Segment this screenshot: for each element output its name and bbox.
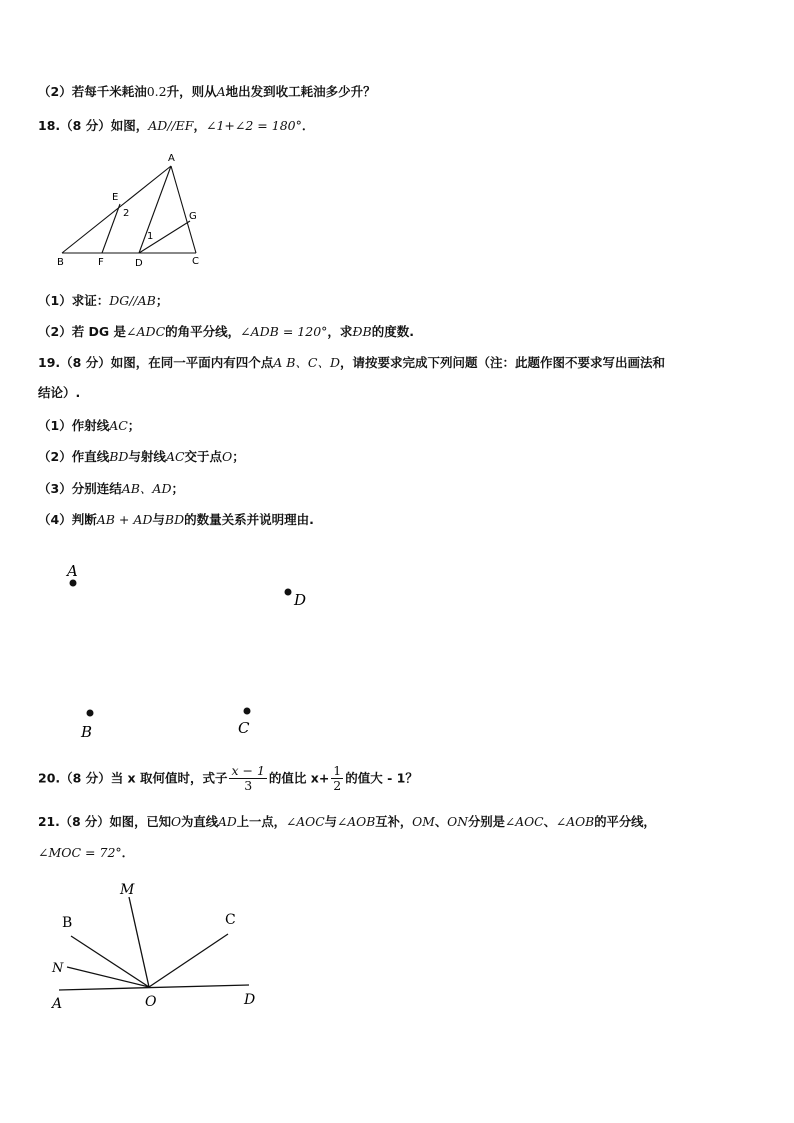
q19-step4-math-sum: AB + AD [96,512,153,527]
q21-math-ad: AD [218,815,237,829]
q21-label-m: M [120,882,135,898]
q21-text-f: 、 [434,815,448,829]
q21-math-moc: ∠MOC = 72° [38,845,122,860]
q18-label-f: F [98,257,104,268]
q19-step2-text: （2）作直线 [38,449,110,464]
q19-point-c [244,708,251,715]
q18-sub2-text-b: 的角平分线， [165,324,241,339]
q19-step4-text: （4）判断 [38,512,97,527]
q17-part2-value: 0.2 [146,84,167,99]
q19-step1-end: ； [127,418,141,433]
q19-line1-text-b: ，请按要求完成下列问题（注：此题作图不要求写出画法和 [339,355,665,370]
q20-fraction-2-denominator: 2 [333,778,342,794]
q19-point-a [70,580,77,587]
q21-angle-figure [45,880,270,1015]
q17-part2-point: A [216,84,226,99]
q19-step1-math: AC [109,418,128,433]
q18-sub2-angle-b: ÐB [352,324,372,339]
q18-sub2-text-c: ，求 [327,324,353,339]
q18-label-e: E [112,192,119,203]
q19-line2-text: 结论）. [38,385,81,400]
q19-step2 [38,447,245,465]
q21-ray-on [67,967,149,987]
q21-text-h: 、 [543,815,556,829]
q19-step4-text-c: 的数量关系并说明理由. [184,512,314,527]
q20-fraction-1 [229,764,266,794]
q19-step3-text: （3）分别连结 [38,481,122,496]
q18-segment-ac [171,166,196,253]
q19-points-figure [55,560,325,745]
q20-fraction-2 [331,764,343,794]
q21-text-d: 与 [324,815,337,829]
q18-sub1-text: （1）求证： [38,293,110,308]
q21-label-c: C [225,912,236,928]
q18-head-text: 18.（8 分）如图， [38,118,149,133]
q21-math-aob: ∠AOB [336,815,376,829]
q19-step3-end: ； [171,481,184,496]
q18-label-angle2: 2 [123,208,130,219]
q21-ray-om [129,897,149,987]
q19-line1-text: 19.（8 分）如图，在同一平面内有四个点 [38,355,274,370]
q19-line2 [38,383,80,401]
q18-label-b: B [57,257,64,268]
q19-line1-points: A B、C、D [273,355,340,370]
q19-step2-math-o: O [222,449,233,464]
q19-label-c: C [238,719,250,737]
q18-sub2 [38,322,414,340]
q18-condition-parallel: AD//EF [148,118,194,133]
q21-line2-end: ． [121,845,135,860]
q18-label-c: C [192,256,199,267]
q19-line1 [38,353,665,371]
q21-ray-ob [71,936,149,987]
q18-label-angle1: 1 [147,231,154,242]
q18-condition-angles: ∠1+∠2 = 180° [206,118,302,133]
q20-text-c: 的值大 - 1？ [345,770,418,786]
q19-point-b [87,710,94,717]
q21-label-a: A [52,996,63,1012]
q18-sub2-text-d: 的度数. [371,324,414,339]
q21-label-n: N [52,961,64,976]
q18-sub1-math: DG//AB [109,293,156,308]
q21-label-o: O [145,994,157,1010]
q20-fraction-2-numerator: 1 [333,763,342,778]
q18-separator: ， [193,118,206,133]
q19-step1-text: （1）作射线 [38,418,110,433]
q18-sub2-angle-adc: ∠ADC [126,324,166,339]
q21-label-b: B [62,915,73,931]
q18-sub1-end: ； [155,293,169,308]
q18-triangle-figure [50,148,215,270]
q19-step2-text-b: 与射线 [128,449,166,464]
q18-sub2-angle-adb: ∠ADB = 120° [240,324,328,339]
q17-part2 [38,82,376,100]
q19-label-b: B [81,723,93,741]
q18-label-a: A [168,153,175,164]
q21-text-a: 21.（8 分）如图，已知 [38,815,171,829]
q19-step2-text-c: 交于点 [184,449,223,464]
q19-step2-math-bd: BD [109,449,129,464]
q19-step2-end: ； [232,449,245,464]
q21-label-d: D [244,992,256,1008]
q20-text-b: 的值比 x+ [268,770,330,786]
q18-end: ． [301,118,315,133]
q18-sub1 [38,291,168,309]
q19-step3 [38,479,184,497]
q17-part2-text-b: 升，则从 [166,84,217,99]
q21-math-on: ON [447,815,469,829]
q19-step2-math-ac: AC [165,449,185,464]
q21-math-aoc-2: ∠AOC [504,815,544,829]
q21-text-g: 分别是 [468,815,505,829]
q17-part2-text: （2）若每千米耗油 [38,84,147,99]
q21-math-om: OM [412,815,435,829]
q18-label-g: G [189,211,197,222]
q21-math-o: O [171,815,182,829]
q21-math-aob-2: ∠AOB [555,815,595,829]
q19-step3-math: AB、AD [121,481,172,496]
q19-step4 [38,510,314,528]
q18-segment-ef [102,204,120,253]
q21-text-i: 的平分线， [594,815,656,829]
q21-line-ad [59,985,249,990]
q21-line1 [38,812,656,830]
q18-label-d: D [135,258,143,269]
q20-fraction-1-numerator: x − 1 [231,763,265,778]
q19-step1 [38,416,140,434]
q20-fraction-1-denominator: 3 [244,778,253,794]
q18-sub2-text: （2）若 DG 是 [38,324,127,339]
q19-step4-math-bd: BD [164,512,185,527]
q21-math-aoc: ∠AOC [285,815,325,829]
q21-text-c: 上一点， [236,815,286,829]
q20-line [38,764,418,794]
q19-label-d: D [294,591,307,609]
q18-heading [38,116,314,134]
q21-ray-oc [149,934,228,987]
q19-label-a: A [67,562,78,580]
q20-text: 20.（8 分）当 x 取何值时，式子 [38,770,228,786]
q21-text-e: 互补， [375,815,413,829]
q17-part2-text-c: 地出发到收工耗油多少升？ [225,84,376,99]
q19-point-d [285,589,292,596]
q21-text-b: 为直线 [181,815,218,829]
q21-line2 [38,843,134,861]
q19-step4-text-b: 与 [152,512,165,527]
